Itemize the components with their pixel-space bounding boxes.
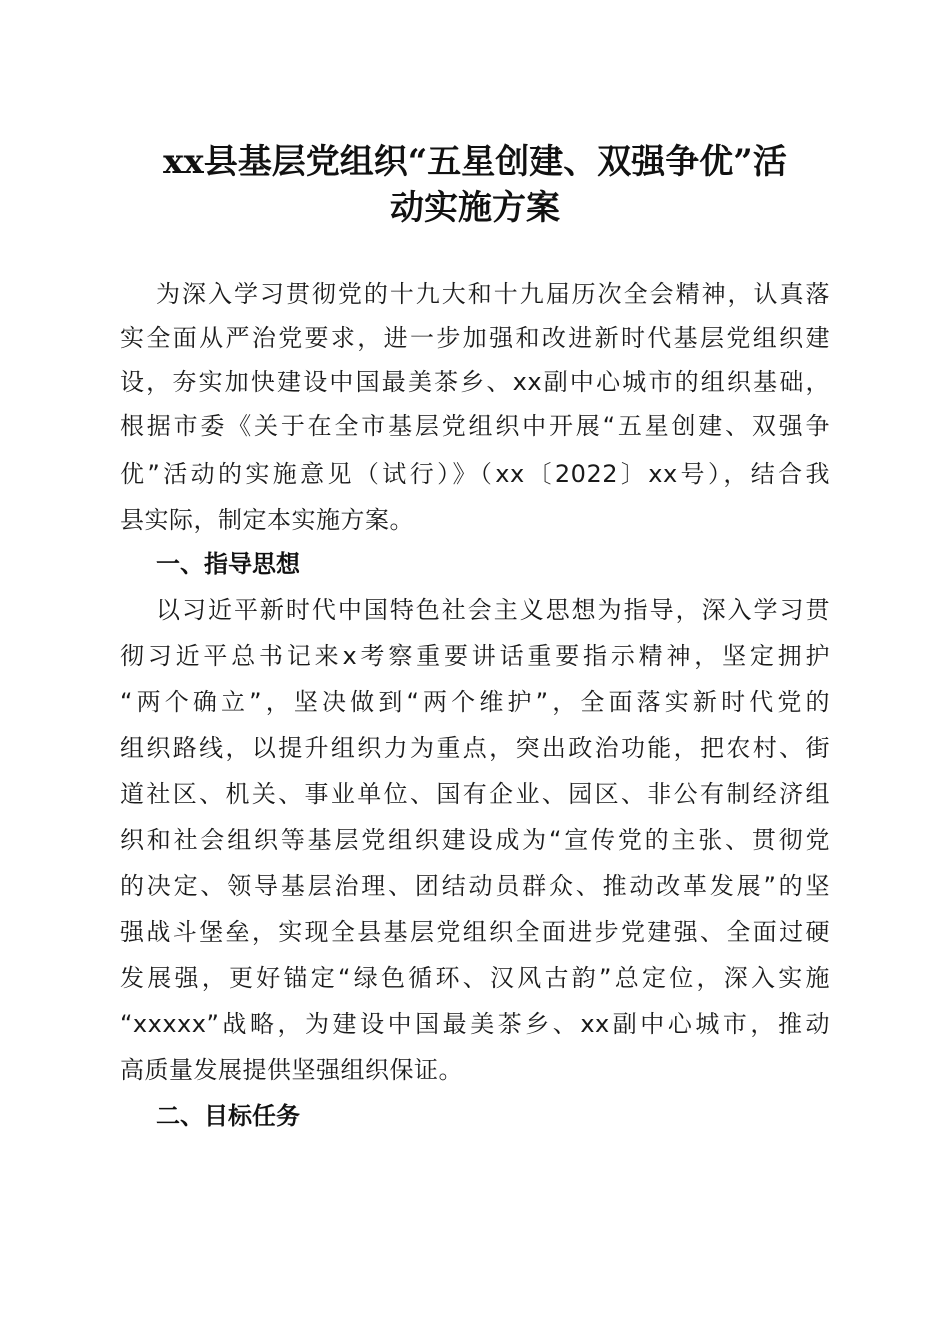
paragraph-2-line: 发展强，更好锚定“绿色循环、汉风古韵”总定位，深入实施: [120, 964, 830, 992]
paragraph-1-line: 县实际，制定本实施方案。: [120, 506, 414, 534]
section-heading-goals-tasks: 二、目标任务: [156, 1102, 300, 1130]
paragraph-2-line: 织和社会组织等基层党组织建设成为“宣传党的主张、贯彻党: [120, 826, 830, 854]
document-title-line-2: 动实施方案: [390, 188, 560, 228]
paragraph-1-line: 优”活动的实施意见（试行）》（xx〔2022〕xx号），结合我: [120, 460, 830, 488]
paragraph-1-line: 设，夯实加快建设中国最美茶乡、xx副中心城市的组织基础，: [120, 368, 830, 396]
paragraph-2-line: 的决定、领导基层治理、团结动员群众、推动改革发展”的坚: [120, 872, 830, 900]
paragraph-2-line: 强战斗堡垒，实现全县基层党组织全面进步党建强、全面过硬: [120, 918, 830, 946]
paragraph-2-line: 组织路线，以提升组织力为重点，突出政治功能，把农村、街: [120, 734, 830, 762]
paragraph-2-line: “两个确立”，坚决做到“两个维护”，全面落实新时代党的: [120, 688, 830, 716]
paragraph-2-line: 彻习近平总书记来x考察重要讲话重要指示精神，坚定拥护: [120, 642, 830, 670]
paragraph-2-line: 以习近平新时代中国特色社会主义思想为指导，深入学习贯: [156, 596, 830, 624]
section-heading-guiding-ideology: 一、指导思想: [156, 550, 300, 578]
paragraph-2-line: 高质量发展提供坚强组织保证。: [120, 1056, 463, 1084]
document-title-line-1: xx县基层党组织“五星创建、双强争优”活: [163, 142, 787, 182]
paragraph-1-line: 根据市委《关于在全市基层党组织中开展“五星创建、双强争: [120, 412, 830, 440]
paragraph-2-line: 道社区、机关、事业单位、国有企业、园区、非公有制经济组: [120, 780, 830, 808]
paragraph-2-line: “xxxxx”战略，为建设中国最美茶乡、xx副中心城市，推动: [120, 1010, 830, 1038]
paragraph-1-line: 实全面从严治党要求，进一步加强和改进新时代基层党组织建: [120, 324, 830, 352]
paragraph-1-line: 为深入学习贯彻党的十九大和十九届历次全会精神，认真落: [156, 280, 830, 308]
